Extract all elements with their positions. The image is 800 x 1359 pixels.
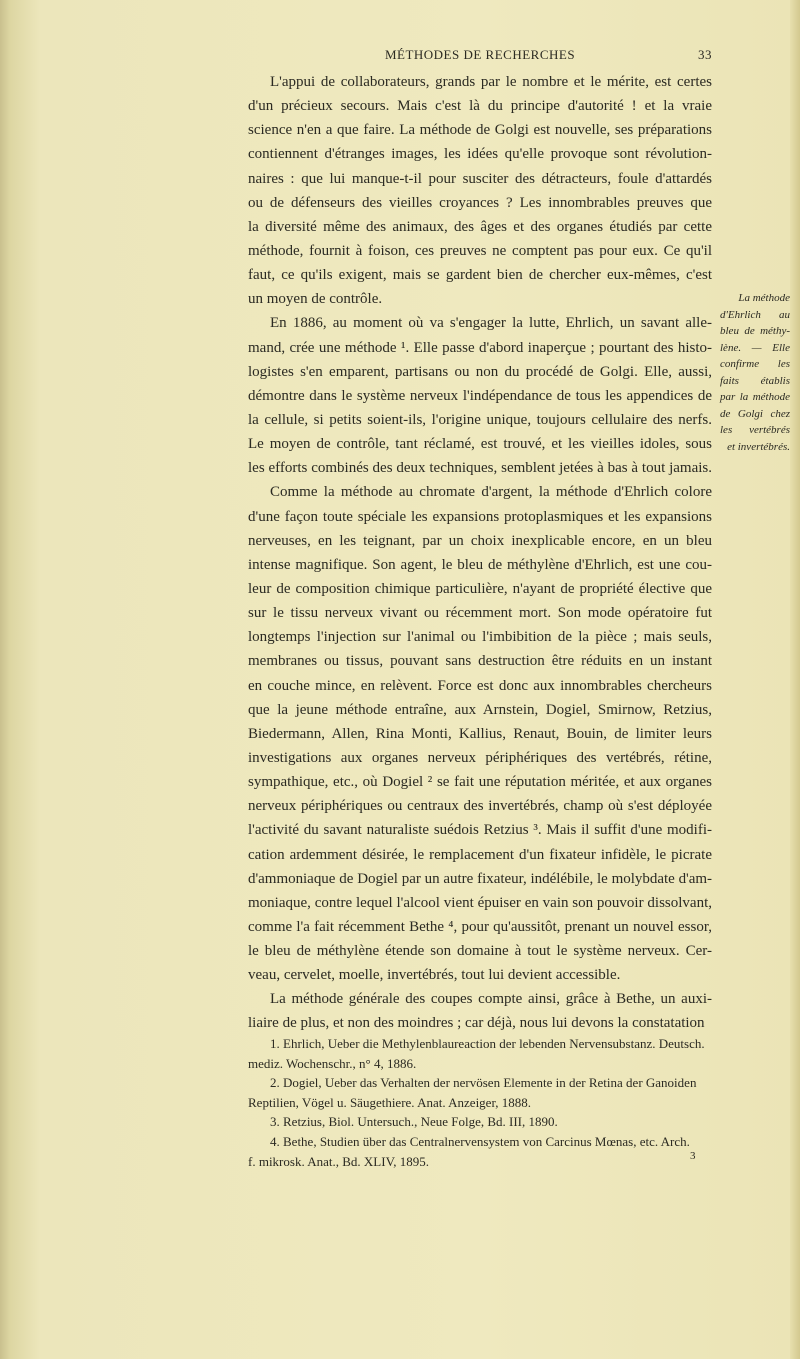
text-line: en couche mince, en relèvent. Force est donc aux innombrables chercheurs bbox=[248, 677, 712, 694]
text-line: que la jeune méthode entraîne, aux Arnstein, Dogiel, Smirnow, Retzius, bbox=[248, 701, 712, 718]
text-line: contiennent d'étranges images, les idées qu'elle provoque sont révolution- bbox=[248, 146, 712, 163]
margin-note-line: et invertébrés. bbox=[727, 440, 790, 453]
text-line: Le moyen de contrôle, tant réclamé, est trouvé, et les vieilles idoles, sous bbox=[248, 436, 712, 453]
body-text bbox=[248, 70, 712, 1036]
text-line: les efforts combinés des deux techniques, semblent jetées à bas à tout jamais. bbox=[248, 460, 712, 477]
text-line: naires : que lui manque-t-il pour susciter des détracteurs, foule d'attardés bbox=[248, 170, 712, 187]
footnote-line: 4. Bethe, Studien über das Centralnervensystem von Carcinus Mœnas, etc. Arch. bbox=[270, 1133, 690, 1149]
margin-note-line: La méthode bbox=[738, 292, 790, 304]
margin-note bbox=[720, 290, 790, 455]
page-number: 33 bbox=[698, 47, 712, 62]
text-line: d'un précieux secours. Mais c'est là du principe d'autorité ! et la vraie bbox=[248, 98, 712, 115]
text-line: méthode, fournit à foison, ces preuves ne comptent pas pour eux. Ce qu'il bbox=[248, 242, 712, 259]
text-line: sympathique, etc., où Dogiel ² se fait une réputation méritée, et aux organes bbox=[248, 774, 712, 791]
text-line: nerveux périphériques ou centraux des invertébrés, champ où s'est déployée bbox=[248, 798, 712, 815]
text-line: démontre dans le système nerveux l'indépendance de tous les appendices de bbox=[248, 387, 712, 404]
text-line: En 1886, au moment où va s'engager la lutte, Ehrlich, un savant alle- bbox=[270, 315, 712, 332]
text-line: longtemps l'injection sur l'animal ou l'imbibition de la pièce ; mais seuls, bbox=[248, 629, 712, 646]
margin-note-line: par la méthode bbox=[720, 391, 790, 403]
header-title: MÉTHODES DE RECHERCHES bbox=[384, 47, 576, 62]
footnote-line: 2. Dogiel, Ueber das Verhalten der nervösen Elemente in der Retina der Ganoiden bbox=[270, 1075, 697, 1091]
footnote-line: f. mikrosk. Anat., Bd. XLIV, 1895. bbox=[248, 1153, 430, 1169]
text-line: leur de composition chimique particulière, n'ayant de propriété élective que bbox=[248, 580, 712, 597]
text-line: faut, ce qu'ils exigent, mais se gardent bien de chercher eux-mêmes, c'est bbox=[248, 267, 712, 284]
text-line: intense magnifique. Son agent, le bleu de méthylène d'Ehrlich, est une cou- bbox=[248, 556, 712, 573]
text-line: La méthode générale des coupes compte ainsi, grâce à Bethe, un auxi- bbox=[270, 991, 712, 1008]
text-line: cation ardemment désirée, le remplacement d'un fixateur infidèle, le picrate bbox=[248, 846, 712, 863]
margin-note-line: de Golgi chez bbox=[720, 407, 790, 420]
text-line: logistes s'en emparent, partisans ou non du procédé de Golgi. Elle, aussi, bbox=[248, 363, 712, 380]
text-line: sur le tissu nerveux vivant ou récemment mort. Son mode opératoire fut bbox=[248, 605, 712, 622]
text-line: membranes ou tissus, pouvant sans destruction être réduits en un instant bbox=[248, 653, 712, 670]
text-line: le bleu de méthylène étende son domaine à tout le système nerveux. Cer- bbox=[248, 943, 712, 960]
text-line: Comme la méthode au chromate d'argent, la méthode d'Ehrlich colore bbox=[270, 484, 712, 501]
text-line: d'une façon toute spéciale les expansions protoplasmiques et les expansions bbox=[248, 508, 712, 525]
footnote-line: mediz. Wochenschr., n° 4, 1886. bbox=[248, 1055, 417, 1071]
text-line: la cellule, si petits soient-ils, l'origine unique, toujours cellulaire des nerfs. bbox=[248, 411, 712, 428]
text-line: l'activité du savant naturaliste suédois Retzius ³. Mais il suffit d'une modifi- bbox=[248, 822, 712, 839]
text-line: la diversité même des animaux, des âges et des organes étudiés par cette bbox=[248, 218, 712, 235]
text-line: comme l'a fait récemment Bethe ⁴, pour qu'aussitôt, prenant un nouvel essor, bbox=[248, 918, 712, 935]
margin-note-line: bleu de méthy- bbox=[720, 325, 790, 337]
margin-note-line: faits établis bbox=[720, 374, 790, 387]
margin-note-line: confirme les bbox=[720, 358, 790, 370]
text-line: ou de défenseurs des vieilles croyances ? Les innombrables preuves que bbox=[248, 194, 712, 211]
margin-note-line: lène. — Elle bbox=[720, 341, 790, 354]
running-header bbox=[248, 47, 712, 67]
text-line: moniaque, contre lequel l'alcool vient épuiser en vain son pouvoir dissolvant, bbox=[248, 894, 712, 911]
text-line: L'appui de collaborateurs, grands par le nombre et le mérite, est certes bbox=[270, 74, 712, 90]
text-line: nerveuses, en les teignant, par un choix inexplicable encore, en un bleu bbox=[248, 532, 712, 549]
text-line: Biedermann, Allen, Rina Monti, Kallius, Renaut, Bouin, de limiter leurs bbox=[248, 725, 712, 742]
footnote-line: Reptilien, Vögel u. Säugethiere. Anat. Anzeiger, 1888. bbox=[248, 1094, 532, 1110]
margin-note-line: d'Ehrlich au bbox=[720, 308, 790, 321]
text-line: science n'en a que faire. La méthode de Golgi est nouvelle, ses préparations bbox=[248, 122, 712, 139]
text-line: veau, cervelet, moelle, invertébrés, tout lui devient accessible. bbox=[248, 967, 621, 984]
text-line: d'ammoniaque de Dogiel par un autre fixateur, indélébile, le molybdate d'am- bbox=[248, 870, 712, 887]
signature-mark: 3 bbox=[690, 1150, 696, 1162]
text-line: un moyen de contrôle. bbox=[248, 291, 383, 308]
margin-note-line: les vertébrés bbox=[720, 424, 790, 436]
text-line: liaire de plus, et non des moindres ; car déjà, nous lui devons la constatation bbox=[248, 1015, 705, 1032]
footnotes bbox=[248, 1034, 712, 1171]
footnote-line: 3. Retzius, Biol. Untersuch., Neue Folge, Bd. III, 1890. bbox=[270, 1114, 558, 1130]
text-line: investigations aux organes nerveux périphériques des vertébrés, rétine, bbox=[248, 749, 712, 766]
page-edge bbox=[790, 0, 800, 1359]
footnote-line: 1. Ehrlich, Ueber die Methylenblaureaction der lebenden Nervensubstanz. Deutsch. bbox=[270, 1036, 705, 1051]
text-line: mand, crée une méthode ¹. Elle passe d'abord inaperçue ; pourtant des histo- bbox=[248, 339, 712, 356]
